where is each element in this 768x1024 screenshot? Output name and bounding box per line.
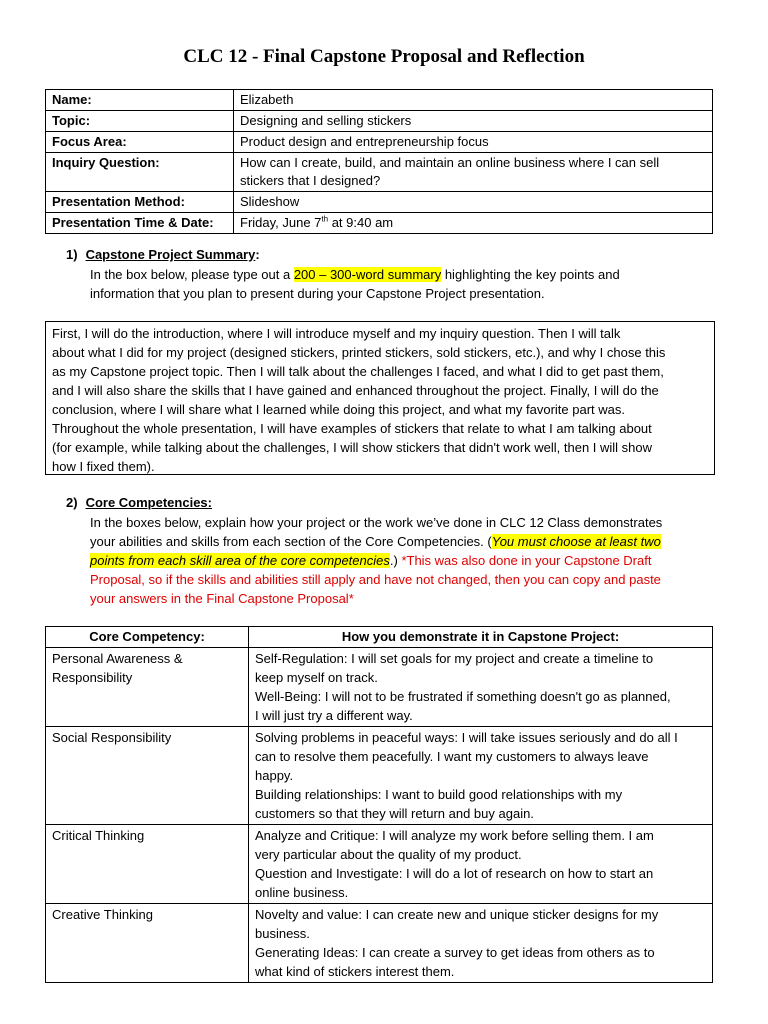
column-header-demonstration: How you demonstrate it in Capstone Project: — [249, 627, 713, 648]
description-line: Well-Being: I will not to be frustrated if something doesn't go as planned, — [255, 689, 671, 704]
instr-text: your abilities and skills from each section of the Core Competencies. ( — [90, 534, 492, 549]
table-row — [46, 825, 713, 904]
competency-name-line: Responsibility — [52, 670, 133, 685]
competency-description — [249, 727, 713, 825]
column-header-competency: Core Competency: — [46, 627, 249, 648]
time-suffix: th — [321, 214, 329, 224]
table-row — [46, 904, 713, 983]
name-value: Elizabeth — [234, 90, 713, 111]
red-note: your answers in the Final Capstone Proposal* — [90, 591, 354, 606]
summary-line: First, I will do the introduction, where I will introduce myself and my inquiry question. Then I will talk — [52, 326, 621, 341]
red-note: *This was also done in your Capstone Draft — [401, 553, 652, 568]
description-line: Analyze and Critique: I will analyze my work before selling them. I am — [255, 828, 654, 843]
table-row — [46, 213, 713, 234]
instr-text: In the box below, please type out a — [90, 267, 294, 282]
table-row — [46, 111, 713, 132]
focus-label: Focus Area: — [46, 132, 234, 153]
table-row — [46, 90, 713, 111]
table-row — [46, 727, 713, 825]
section2-heading — [66, 495, 212, 510]
highlight-text: You must choose at least two — [491, 534, 661, 549]
highlight-text: points from each skill area of the core competencies — [90, 553, 390, 568]
description-line: Solving problems in peaceful ways: I will take issues seriously and do all I — [255, 730, 678, 745]
instr-text: .) — [389, 553, 402, 568]
instr-line — [90, 265, 710, 284]
competency-name-line: Personal Awareness & — [52, 651, 183, 666]
time-hour: at 9:40 am — [328, 215, 394, 230]
summary-line: conclusion, where I will share what I learned while doing this project, and what my favorite part was. — [52, 402, 626, 417]
section1-colon: : — [255, 247, 260, 262]
description-line: Building relationships: I want to build good relationships with my — [255, 787, 623, 802]
instr-line — [90, 532, 710, 551]
section2-number: 2) — [66, 495, 78, 510]
inquiry-value — [234, 153, 713, 192]
description-line: keep myself on track. — [255, 670, 378, 685]
page-title: CLC 12 - Final Capstone Proposal and Reflection — [183, 46, 585, 67]
summary-line: Throughout the whole presentation, I will have examples of stickers that relate to what I am talking about — [52, 421, 652, 436]
competency-description — [249, 825, 713, 904]
description-line: very particular about the quality of my product. — [255, 847, 522, 862]
method-label: Presentation Method: — [46, 192, 234, 213]
summary-line: about what I did for my project (designed stickers, printed stickers, sold stickers, etc.), and why I chose this — [52, 345, 666, 360]
description-line: can to resolve them peacefully. I want my customers to always leave — [255, 749, 649, 764]
table-row — [46, 192, 713, 213]
competency-name-line: Critical Thinking — [52, 828, 145, 843]
description-line: Self-Regulation: I will set goals for my project and create a timeline to — [255, 651, 654, 666]
red-note: Proposal, so if the skills and abilities still apply and have not changed, then you can copy and paste — [90, 572, 661, 587]
instr-line — [90, 551, 710, 570]
table-header-row — [46, 627, 713, 648]
description-line: what kind of stickers interest them. — [255, 964, 455, 979]
focus-value: Product design and entrepreneurship focus — [234, 132, 713, 153]
instr-text: highlighting the key points and — [441, 267, 620, 282]
topic-label: Topic: — [46, 111, 234, 132]
competency-description — [249, 648, 713, 727]
section2-title: Core Competencies: — [85, 495, 212, 510]
section1-heading — [66, 247, 260, 262]
description-line: I will just try a different way. — [255, 708, 413, 723]
topic-value: Designing and selling stickers — [234, 111, 713, 132]
summary-line: as my Capstone project topic. Then I will talk about the challenges I faced, and what I did to get past them, — [52, 364, 664, 379]
description-line: Novelty and value: I can create new and unique sticker designs for my — [255, 907, 659, 922]
inquiry-line: How can I create, build, and maintain an online business where I can sell — [240, 155, 660, 170]
info-table — [45, 89, 713, 234]
method-value: Slideshow — [234, 192, 713, 213]
inquiry-label: Inquiry Question: — [46, 153, 234, 192]
competency-name — [46, 727, 249, 825]
time-value — [234, 213, 713, 234]
summary-line: (for example, while talking about the challenges, I will show stickers that didn't work well, then I will show — [52, 440, 653, 455]
description-line: happy. — [255, 768, 294, 783]
section1-number: 1) — [66, 247, 78, 262]
description-line: online business. — [255, 885, 349, 900]
competency-name — [46, 904, 249, 983]
time-label: Presentation Time & Date: — [46, 213, 234, 234]
competency-name — [46, 825, 249, 904]
competency-name-line: Social Responsibility — [52, 730, 172, 745]
summary-box — [45, 321, 715, 475]
section1-instructions — [90, 265, 710, 303]
time-date: Friday, June 7 — [240, 215, 322, 230]
description-line: business. — [255, 926, 310, 941]
highlight-word-count: 200 – 300-word summary — [293, 267, 442, 282]
description-line: Question and Investigate: I will do a lot of research on how to start an — [255, 866, 654, 881]
competency-name-line: Creative Thinking — [52, 907, 153, 922]
instr-line: In the boxes below, explain how your project or the work we’ve done in CLC 12 Class demonstrates — [90, 515, 663, 530]
description-line: customers so that they will return and buy again. — [255, 806, 534, 821]
description-line: Generating Ideas: I can create a survey to get ideas from others as to — [255, 945, 655, 960]
competency-description — [249, 904, 713, 983]
inquiry-line: stickers that I designed? — [240, 173, 381, 188]
table-row — [46, 132, 713, 153]
competency-name — [46, 648, 249, 727]
summary-line: and I will also share the skills that I have gained and enhanced throughout the project. Finally, I will do the — [52, 383, 659, 398]
section1-title: Capstone Project Summary — [85, 247, 256, 262]
instr-line: information that you plan to present during your Capstone Project presentation. — [90, 286, 545, 301]
section2-instructions — [90, 513, 710, 608]
table-row — [46, 153, 713, 192]
summary-line: how I fixed them). — [52, 459, 155, 474]
core-competency-table — [45, 626, 713, 983]
name-label: Name: — [46, 90, 234, 111]
table-row — [46, 648, 713, 727]
